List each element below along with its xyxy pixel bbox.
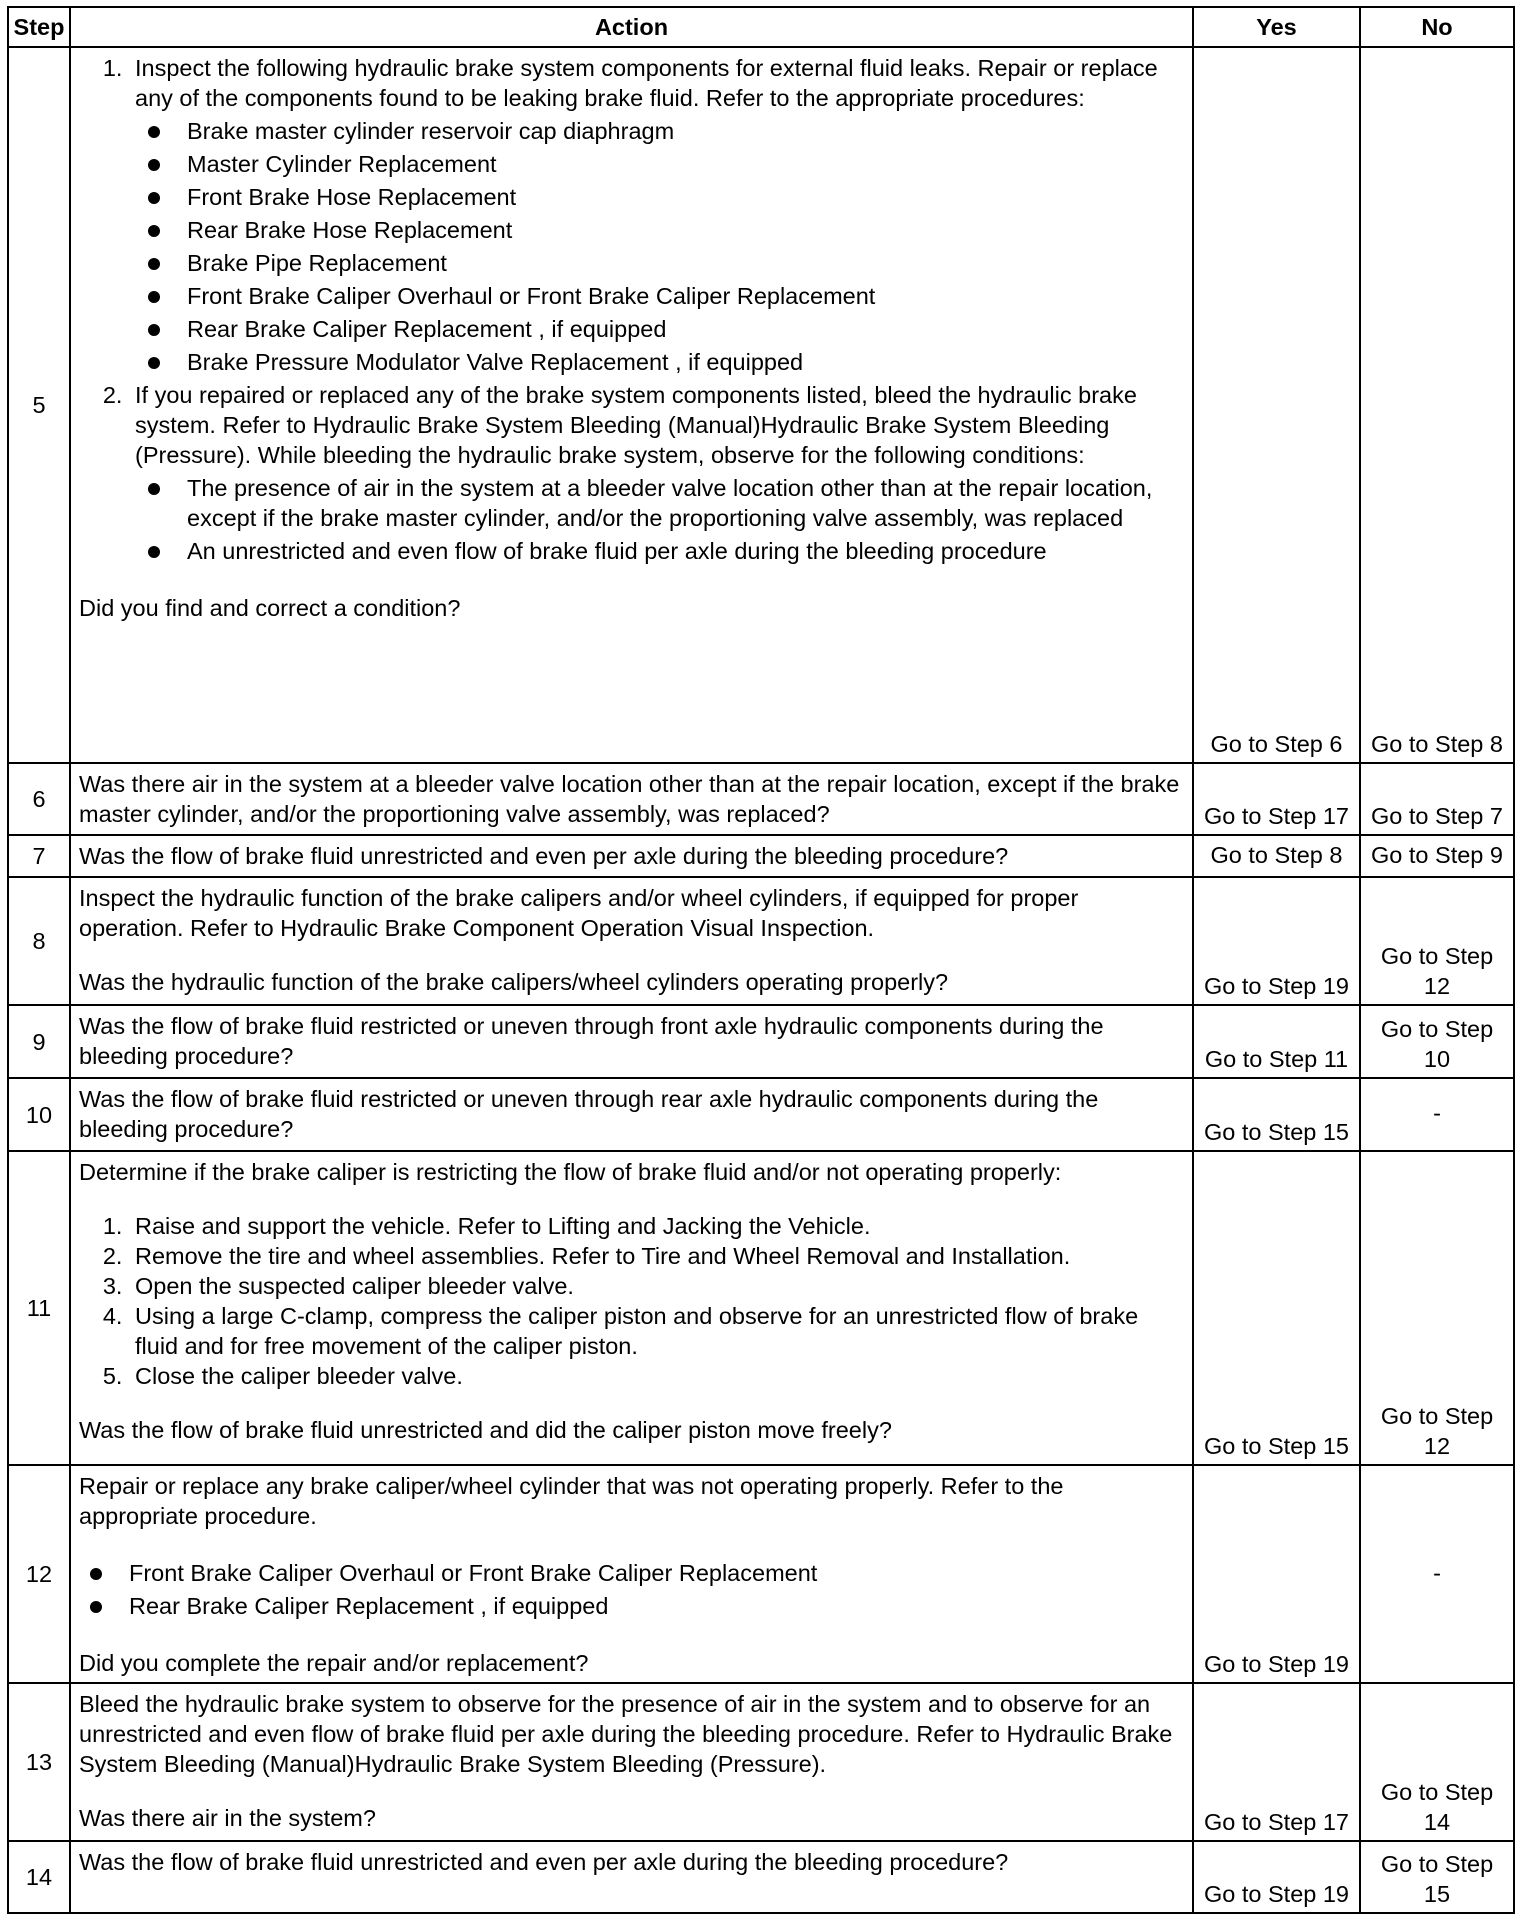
header-step: Step [8, 7, 70, 47]
action-cell [70, 763, 1193, 835]
bullet-item: Front Brake Hose Replacement [137, 182, 1184, 212]
no-cell [1360, 1683, 1514, 1841]
list-item: 4. Using a large C-clamp, compress the caliper piston and observe for an unrestricted flow of brake fluid and for free movement of the caliper piston. [129, 1301, 1184, 1361]
yes-cell: Go to Step 19 [1193, 1841, 1360, 1913]
table-row-step-14 [8, 1841, 1514, 1913]
step-number: 14 [8, 1841, 70, 1913]
no-cell-line-2: 10 [1423, 1046, 1451, 1072]
action-cell [70, 835, 1193, 877]
step-number: 10 [8, 1078, 70, 1151]
bullet-list [137, 473, 1184, 566]
question-text: Was the flow of brake fluid unrestricted and did the caliper piston move freely? [79, 1417, 892, 1443]
yes-cell: Go to Step 15 [1193, 1078, 1360, 1151]
action-cell [70, 877, 1193, 1005]
yes-cell: Go to Step 11 [1193, 1005, 1360, 1078]
question-text: Was the flow of brake fluid restricted or uneven through rear axle hydraulic components during the bleeding procedure? [79, 1086, 1099, 1142]
diagnostic-table [7, 6, 1515, 1914]
action-cell [70, 1841, 1193, 1913]
list-item-text: 2. If you repaired or replaced any of the brake system components listed, bleed the hydraulic brake system. Refer to Hydraulic Brake System Bleeding (Manual)Hydraulic Brake System Bleeding (Pressure). While bleeding the hydraulic brake system, observe for the following conditions: [135, 382, 1137, 468]
step-number: 7 [8, 835, 70, 877]
action-cell [70, 1078, 1193, 1151]
table-row-step-10 [8, 1078, 1514, 1151]
step-number: 9 [8, 1005, 70, 1078]
step-number: 12 [8, 1465, 70, 1683]
list-item [129, 380, 1184, 566]
table-row-step-12 [8, 1465, 1514, 1683]
diagnostic-table-page [7, 6, 1513, 1914]
header-action: Action [70, 7, 1193, 47]
bullet-list [79, 1558, 1184, 1621]
question-text: Did you find and correct a condition? [79, 595, 461, 621]
no-cell-line-2: 14 [1423, 1809, 1451, 1835]
list-item: 5. Close the caliper bleeder valve. [129, 1361, 1184, 1391]
question-text: Was the flow of brake fluid unrestricted and even per axle during the bleeding procedure? [79, 1849, 1009, 1875]
list-item: 3. Open the suspected caliper bleeder valve. [129, 1271, 1184, 1301]
action-cell [70, 1683, 1193, 1841]
numbered-list [79, 53, 1184, 566]
no-cell-line-1: Go to Step [1380, 1851, 1494, 1877]
no-cell: Go to Step 8 [1360, 47, 1514, 763]
bullet-item: An unrestricted and even flow of brake fluid per axle during the bleeding procedure [137, 536, 1184, 566]
no-cell: Go to Step 7 [1360, 763, 1514, 835]
bullet-item: Brake Pressure Modulator Valve Replacement , if equipped [137, 347, 1184, 377]
question-text: Was there air in the system at a bleeder valve location other than at the repair location, except if the brake master cylinder, and/or the proportioning valve assembly, was replaced? [79, 771, 1180, 827]
question-text: Was there air in the system? [79, 1805, 376, 1831]
intro-text: Inspect the hydraulic function of the brake calipers and/or wheel cylinders, if equipped for proper operation. Refer to Hydraulic Brake Component Operation Visual Inspection. [79, 885, 1079, 941]
yes-cell: Go to Step 8 [1193, 835, 1360, 877]
question-text: Did you complete the repair and/or replacement? [79, 1650, 589, 1676]
no-cell [1360, 1005, 1514, 1078]
intro-text: Repair or replace any brake caliper/wheel cylinder that was not operating properly. Refer to the appropriate procedure. [79, 1473, 1064, 1529]
bullet-item: Master Cylinder Replacement [137, 149, 1184, 179]
step-number: 13 [8, 1683, 70, 1841]
table-row-step-7 [8, 835, 1514, 877]
bullet-item: Front Brake Caliper Overhaul or Front Brake Caliper Replacement [137, 281, 1184, 311]
no-cell-line-2: 12 [1423, 1433, 1451, 1459]
no-cell-line-2: 15 [1423, 1881, 1451, 1907]
step-number: 5 [8, 47, 70, 763]
question-text: Was the flow of brake fluid restricted or uneven through front axle hydraulic components during the bleeding procedure? [79, 1013, 1104, 1069]
step-number: 11 [8, 1151, 70, 1465]
bullet-item: Front Brake Caliper Overhaul or Front Brake Caliper Replacement [79, 1558, 1184, 1588]
header-row [8, 7, 1514, 47]
no-cell [1360, 877, 1514, 1005]
yes-cell: Go to Step 17 [1193, 763, 1360, 835]
table-row-step-6 [8, 763, 1514, 835]
intro-text: Bleed the hydraulic brake system to observe for the presence of air in the system and to observe for an unrestricted and even flow of brake fluid per axle during the bleeding procedure. Refer to Hydraulic Brake System Bleeding (Manual)Hydraulic Brake System Bleeding (Pressure). [79, 1691, 1173, 1777]
no-cell-line-1: Go to Step [1380, 1403, 1494, 1429]
list-item-text: 1. Inspect the following hydraulic brake system components for external fluid leaks. Repair or replace any of the components found to be leaking brake fluid. Refer to the appropriate procedures: [135, 55, 1158, 111]
step-number: 8 [8, 877, 70, 1005]
action-cell [70, 1151, 1193, 1465]
bullet-item: Rear Brake Hose Replacement [137, 215, 1184, 245]
numbered-list [79, 1211, 1184, 1391]
yes-cell: Go to Step 19 [1193, 1465, 1360, 1683]
action-cell [70, 47, 1193, 763]
table-row-step-9 [8, 1005, 1514, 1078]
yes-cell: Go to Step 6 [1193, 47, 1360, 763]
bullet-item: Brake Pipe Replacement [137, 248, 1184, 278]
intro-text: Determine if the brake caliper is restricting the flow of brake fluid and/or not operating properly: [79, 1159, 1062, 1185]
no-cell-line-2: 12 [1423, 973, 1451, 999]
no-cell-line-1: Go to Step [1380, 1779, 1494, 1805]
bullet-item: Rear Brake Caliper Replacement , if equipped [79, 1591, 1184, 1621]
no-cell: - [1360, 1078, 1514, 1151]
action-cell [70, 1465, 1193, 1683]
question-text: Was the hydraulic function of the brake calipers/wheel cylinders operating properly? [79, 969, 949, 995]
table-row-step-8 [8, 877, 1514, 1005]
header-no: No [1360, 7, 1514, 47]
bullet-item: Brake master cylinder reservoir cap diaphragm [137, 116, 1184, 146]
yes-cell: Go to Step 19 [1193, 877, 1360, 1005]
no-cell: Go to Step 9 [1360, 835, 1514, 877]
yes-cell: Go to Step 15 [1193, 1151, 1360, 1465]
question-text: Was the flow of brake fluid unrestricted and even per axle during the bleeding procedure? [79, 843, 1009, 869]
header-yes: Yes [1193, 7, 1360, 47]
no-cell: - [1360, 1465, 1514, 1683]
table-row-step-13 [8, 1683, 1514, 1841]
no-cell-line-1: Go to Step [1380, 1016, 1494, 1042]
step-number: 6 [8, 763, 70, 835]
list-item [129, 53, 1184, 377]
no-cell-line-1: Go to Step [1380, 943, 1494, 969]
table-row-step-11 [8, 1151, 1514, 1465]
no-cell [1360, 1151, 1514, 1465]
yes-cell: Go to Step 17 [1193, 1683, 1360, 1841]
list-item: 1. Raise and support the vehicle. Refer to Lifting and Jacking the Vehicle. [129, 1211, 1184, 1241]
list-item: 2. Remove the tire and wheel assemblies. Refer to Tire and Wheel Removal and Installation. [129, 1241, 1184, 1271]
bullet-item: Rear Brake Caliper Replacement , if equipped [137, 314, 1184, 344]
no-cell [1360, 1841, 1514, 1913]
table-row-step-5 [8, 47, 1514, 763]
bullet-list [137, 116, 1184, 377]
bullet-item: The presence of air in the system at a bleeder valve location other than at the repair location, except if the brake master cylinder, and/or the proportioning valve assembly, was replaced [137, 473, 1184, 533]
action-cell [70, 1005, 1193, 1078]
